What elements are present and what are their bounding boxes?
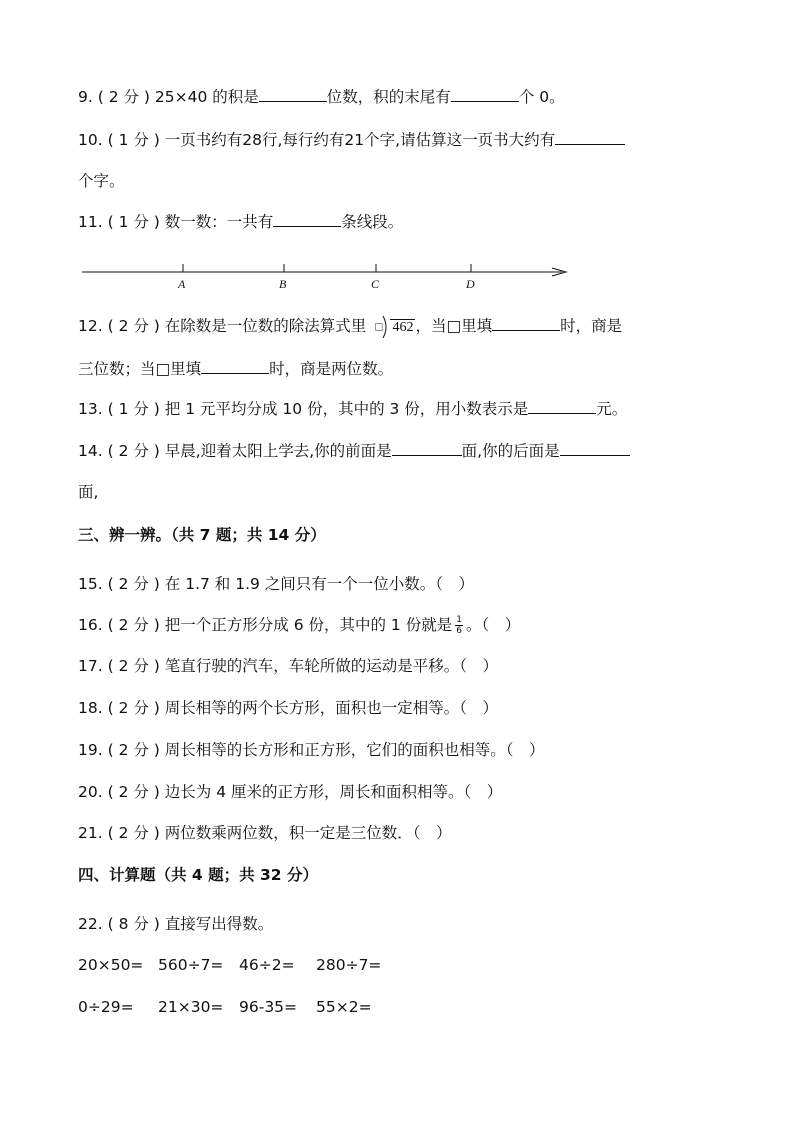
question-number: 10. bbox=[78, 131, 103, 149]
question-score: ( 2 分 ) bbox=[97, 88, 150, 106]
question-text: 周长相等的长方形和正方形，它们的面积也相等。（ ） bbox=[164, 741, 545, 759]
fraction bbox=[455, 615, 463, 636]
question-16 bbox=[78, 615, 520, 636]
question-10 bbox=[78, 130, 625, 150]
calc-item: 21×30= bbox=[158, 998, 224, 1016]
fraction-denominator: 6 bbox=[456, 626, 462, 636]
question-text: 在 1.7 和 1.9 之间只有一个一位小数。（ ） bbox=[164, 575, 475, 593]
section-heading-3: 三、辨一辨。（共 7 题；共 14 分） bbox=[78, 526, 326, 544]
question-score: ( 1 分 ) bbox=[107, 213, 160, 231]
calc-row-1 bbox=[78, 956, 396, 974]
question-14-cont bbox=[78, 482, 98, 502]
question-score: ( 2 分 ) bbox=[107, 741, 160, 759]
question-text: 数一数：一共有 bbox=[164, 213, 274, 231]
question-21 bbox=[78, 823, 452, 843]
question-text: 把 1 元平均分成 10 份，其中的 3 份，用小数表示是 bbox=[164, 400, 529, 418]
answer-blank[interactable] bbox=[259, 87, 327, 102]
question-text: 一页书约有28行,每行约有21个字,请估算这一页书大约有 bbox=[164, 131, 556, 149]
question-9 bbox=[78, 87, 565, 107]
question-score: ( 8 分 ) bbox=[107, 915, 160, 933]
dividend: 462 bbox=[392, 320, 414, 335]
question-11 bbox=[78, 212, 403, 232]
question-text: 位数，积的末尾有 bbox=[326, 88, 451, 106]
question-22 bbox=[78, 914, 273, 934]
question-text: 条线段。 bbox=[341, 213, 404, 231]
question-15 bbox=[78, 574, 474, 594]
question-score: ( 2 分 ) bbox=[107, 317, 160, 335]
question-number: 17. bbox=[78, 657, 103, 675]
question-text: 个 0。 bbox=[518, 88, 565, 106]
question-text: ，当□里填 bbox=[415, 317, 493, 335]
answer-blank[interactable] bbox=[451, 87, 519, 102]
long-division-symbol bbox=[375, 316, 415, 338]
section-heading-4: 四、计算题（共 4 题；共 32 分） bbox=[78, 866, 318, 884]
answer-blank[interactable] bbox=[201, 359, 269, 374]
question-text: 边长为 4 厘米的正方形，周长和面积相等。（ ） bbox=[164, 783, 503, 801]
question-text: 把一个正方形分成 6 份，其中的 1 份就是 bbox=[164, 616, 453, 634]
question-score: ( 2 分 ) bbox=[107, 824, 160, 842]
question-number: 12. bbox=[78, 317, 103, 335]
question-number: 22. bbox=[78, 915, 103, 933]
question-text: 在除数是一位数的除法算式里 bbox=[164, 317, 367, 335]
question-score: ( 2 分 ) bbox=[107, 699, 160, 717]
point-label-a: A bbox=[178, 277, 186, 291]
question-text: 。（ ） bbox=[465, 616, 521, 634]
question-20 bbox=[78, 782, 502, 802]
question-number: 11. bbox=[78, 213, 103, 231]
question-score: ( 2 分 ) bbox=[107, 616, 160, 634]
question-score: ( 2 分 ) bbox=[107, 442, 160, 460]
point-label-b: B bbox=[279, 277, 287, 291]
calc-item: 560÷7= bbox=[158, 956, 224, 974]
question-10-cont bbox=[78, 171, 125, 191]
calc-item: 0÷29= bbox=[78, 998, 134, 1016]
answer-blank[interactable] bbox=[392, 441, 462, 456]
question-number: 18. bbox=[78, 699, 103, 717]
answer-blank[interactable] bbox=[273, 212, 341, 227]
question-number: 13. bbox=[78, 400, 103, 418]
question-score: ( 1 分 ) bbox=[107, 131, 160, 149]
question-number: 15. bbox=[78, 575, 103, 593]
number-line-figure bbox=[78, 258, 578, 294]
question-13 bbox=[78, 399, 627, 419]
question-number: 16. bbox=[78, 616, 103, 634]
answer-blank[interactable] bbox=[492, 316, 560, 331]
calc-item: 46÷2= bbox=[239, 956, 295, 974]
question-text: 直接写出得数。 bbox=[164, 915, 274, 933]
question-number: 9. bbox=[78, 88, 93, 106]
question-score: ( 1 分 ) bbox=[107, 400, 160, 418]
question-score: ( 2 分 ) bbox=[107, 783, 160, 801]
question-number: 21. bbox=[78, 824, 103, 842]
question-text: 面,你的后面是 bbox=[461, 442, 560, 460]
question-17 bbox=[78, 656, 498, 676]
calc-row-2 bbox=[78, 998, 396, 1016]
question-text: 时，商是两位数。 bbox=[269, 360, 394, 378]
question-12 bbox=[78, 316, 622, 338]
question-text: 25×40 的积是 bbox=[154, 88, 259, 106]
question-number: 14. bbox=[78, 442, 103, 460]
question-14 bbox=[78, 441, 630, 461]
question-number: 20. bbox=[78, 783, 103, 801]
point-label-c: C bbox=[371, 277, 380, 291]
question-text: 面, bbox=[78, 483, 99, 501]
question-score: ( 2 分 ) bbox=[107, 657, 160, 675]
fraction-numerator: 1 bbox=[456, 615, 462, 625]
question-text: 周长相等的两个长方形，面积也一定相等。（ ） bbox=[164, 699, 499, 717]
question-score: ( 2 分 ) bbox=[107, 575, 160, 593]
box-symbol: □ bbox=[375, 320, 383, 334]
calc-item: 55×2= bbox=[316, 998, 372, 1016]
calc-item: 20×50= bbox=[78, 956, 144, 974]
question-18 bbox=[78, 698, 498, 718]
question-19 bbox=[78, 740, 545, 760]
question-12-cont bbox=[78, 359, 393, 379]
question-text: 个字。 bbox=[78, 172, 125, 190]
question-text: 两位数乘两位数，积一定是三位数．（ ） bbox=[164, 824, 452, 842]
question-text: 三位数；当□里填 bbox=[78, 360, 202, 378]
answer-blank[interactable] bbox=[560, 441, 630, 456]
calc-item: 280÷7= bbox=[316, 956, 382, 974]
question-number: 19. bbox=[78, 741, 103, 759]
point-label-d: D bbox=[466, 277, 475, 291]
question-text: 元。 bbox=[596, 400, 628, 418]
question-text: 早晨,迎着太阳上学去,你的前面是 bbox=[164, 442, 392, 460]
answer-blank[interactable] bbox=[555, 130, 625, 145]
question-text: 时，商是 bbox=[560, 317, 623, 335]
answer-blank[interactable] bbox=[528, 399, 596, 414]
calc-item: 96-35= bbox=[239, 998, 298, 1016]
question-text: 笔直行驶的汽车，车轮所做的运动是平移。（ ） bbox=[164, 657, 499, 675]
